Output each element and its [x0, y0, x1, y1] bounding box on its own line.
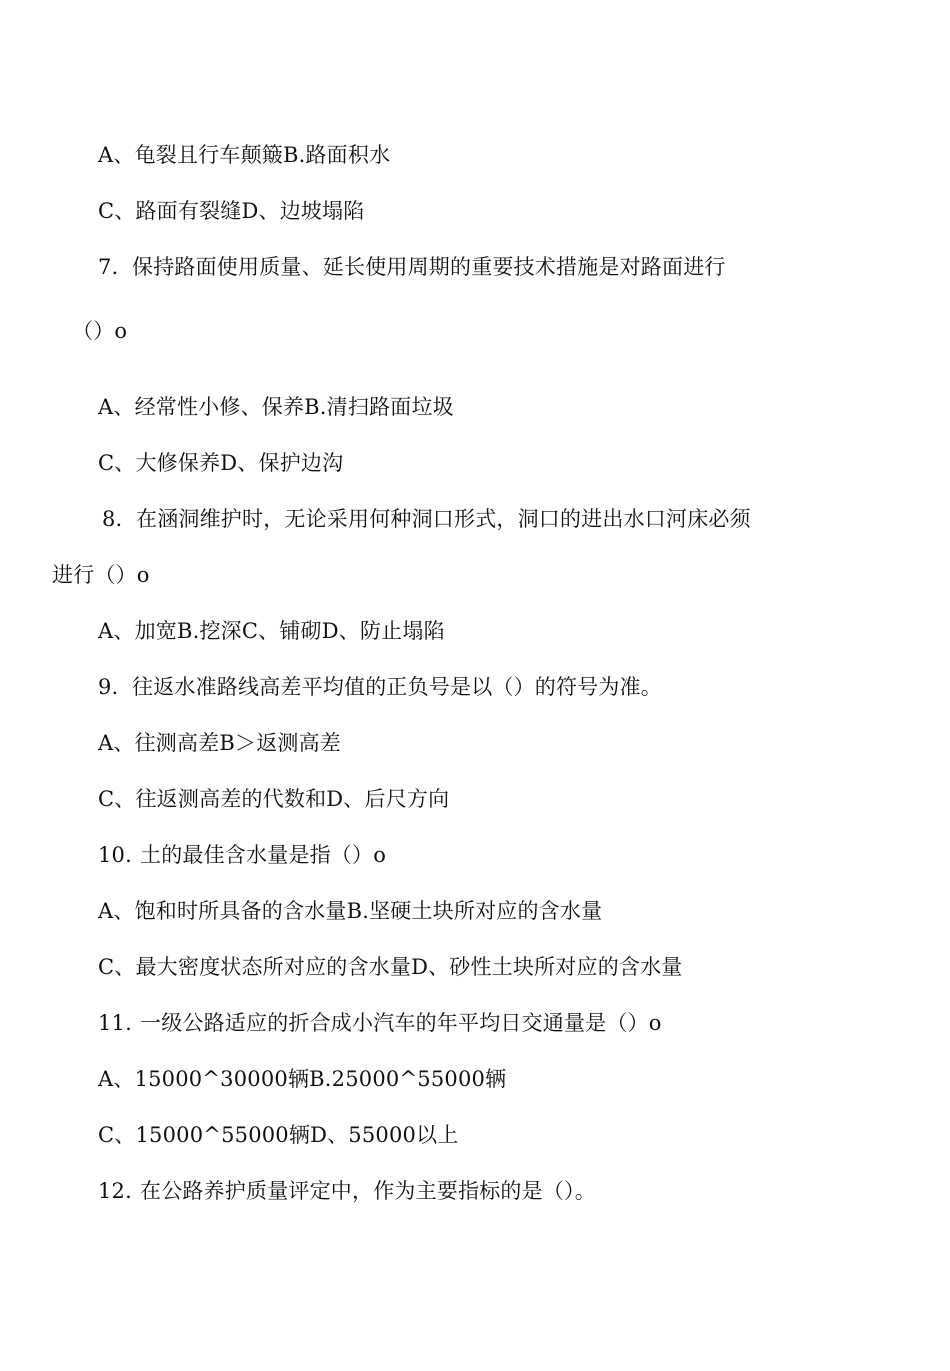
q8-stem: [102, 505, 751, 533]
q10-options-ab: A、饱和时所具备的含水量B.坚硬土块所对应的含水量: [98, 899, 603, 923]
q12-stem: [98, 1177, 596, 1205]
q7-options-ab: A、经常性小修、保养B.清扫路面垃圾: [98, 395, 454, 419]
q12-number: 12.: [98, 1179, 132, 1203]
q9-options-cd: C、往返测高差的代数和D、后尺方向: [98, 787, 450, 811]
q6-options-cd: C、路面有裂缝D、边坡塌陷: [98, 199, 365, 223]
q8-text: 在涵洞维护时，无论采用何种洞口形式，洞口的进出水口河床必须: [136, 507, 751, 531]
q10-options-cd: C、最大密度状态所对应的含水量D、砂性土块所对应的含水量: [98, 955, 683, 979]
q11-options-ab: A、15000^30000辆B.25000^55000辆: [98, 1067, 507, 1091]
q9-number: 9.: [98, 675, 119, 699]
q10-stem: [98, 841, 386, 869]
q7-text: 保持路面使用质量、延长使用周期的重要技术措施是对路面进行: [132, 255, 726, 279]
q11-options-cd: C、15000^55000辆D、55000以上: [98, 1123, 459, 1147]
q12-text: 在公路养护质量评定中，作为主要指标的是（）。: [140, 1179, 596, 1203]
q11-number: 11.: [98, 1011, 132, 1035]
q8-stem-continued: 进行（）o: [52, 563, 150, 587]
q9-stem: [98, 673, 662, 701]
q7-options-cd: C、大修保养D、保护边沟: [98, 451, 344, 475]
q7-stem: [98, 253, 726, 281]
q8-number: 8.: [102, 507, 123, 531]
q8-options: A、加宽B.挖深C、铺砌D、防止塌陷: [98, 619, 445, 643]
q11-stem: [98, 1009, 662, 1037]
q10-text: 土的最佳含水量是指（）o: [140, 843, 387, 867]
q7-stem-continued: （）o: [72, 319, 128, 343]
q9-text: 往返水准路线高差平均值的正负号是以（）的符号为准。: [132, 675, 662, 699]
q11-text: 一级公路适应的折合成小汽车的年平均日交通量是（）o: [140, 1011, 662, 1035]
q9-options-ab: A、往测高差B＞返测高差: [98, 731, 341, 755]
q6-options-ab: A、龟裂且行车颠簸B.路面积水: [98, 143, 391, 167]
q7-number: 7.: [98, 255, 119, 279]
q10-number: 10.: [98, 843, 132, 867]
